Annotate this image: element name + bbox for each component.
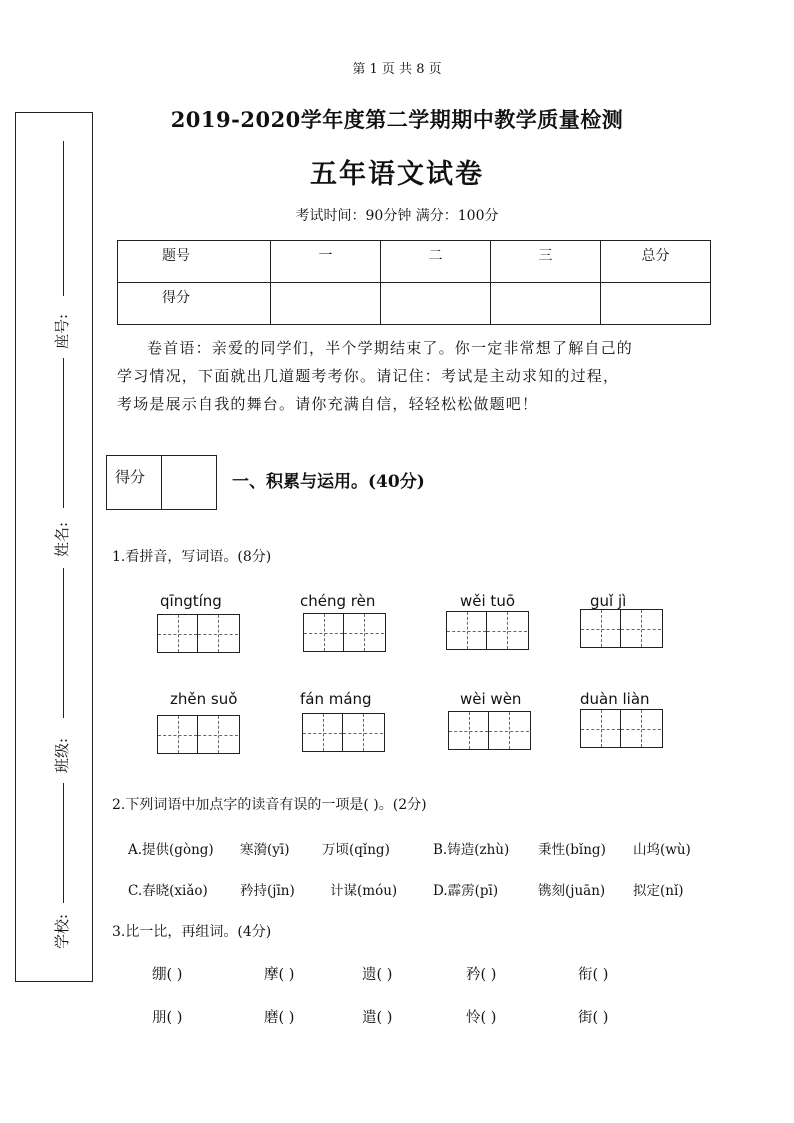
option-item: 秉性(bǐng) — [538, 842, 606, 858]
exam-subtitle: 2019-2020学年度第二学期期中教学质量检测 — [170, 107, 624, 132]
option-a: A.提供(gòng) — [128, 842, 214, 858]
exam-title: 五年语文试卷 — [310, 159, 484, 190]
option-item: 计谋(móu) — [330, 883, 398, 899]
writing-grid[interactable] — [302, 713, 385, 752]
writing-grid[interactable] — [448, 711, 531, 750]
pinyin-label: chéng rèn — [300, 592, 376, 610]
binding-margin — [15, 112, 93, 982]
compare-item: 朋( ) — [152, 1010, 183, 1026]
option-item: 镌刻(juān) — [538, 883, 606, 899]
compare-item: 遣( ) — [362, 1010, 393, 1026]
score-cell[interactable] — [601, 283, 711, 325]
score-table-header: 总分 — [601, 241, 711, 283]
score-table-header: 三 — [491, 241, 601, 283]
option-item: 矜持(jīn) — [240, 883, 295, 899]
preface-line: 学习情况，下面就出几道题考考你。请记住：考试是主动求知的过程， — [117, 367, 620, 385]
school-label: 学校: — [53, 913, 72, 950]
class-line — [63, 568, 64, 718]
preface — [117, 334, 707, 418]
option-item: 拟定(nǐ) — [633, 883, 684, 899]
compare-item: 绷( ) — [152, 967, 183, 983]
question-1: 1.看拼音，写词语。(8分) — [112, 549, 272, 565]
score-table-header: 一 — [271, 241, 381, 283]
name-line — [63, 358, 64, 508]
page-number: 第 1 页 共 8 页 — [352, 62, 442, 77]
writing-grid[interactable] — [303, 613, 386, 652]
compare-item: 磨( ) — [264, 1010, 295, 1026]
compare-item: 矜( ) — [466, 967, 497, 983]
compare-item: 衔( ) — [578, 967, 609, 983]
writing-grid[interactable] — [157, 614, 240, 653]
preface-line: 卷首语：亲爱的同学们，半个学期结束了。你一定非常想了解自己的 — [147, 339, 634, 357]
compare-item: 遗( ) — [362, 967, 393, 983]
writing-grid[interactable] — [580, 709, 663, 748]
question-2: 2.下列词语中加点字的读音有误的一项是( )。(2分) — [112, 797, 427, 813]
section-title: 一、积累与运用。(40分) — [232, 472, 425, 492]
pinyin-label: fán máng — [300, 690, 372, 708]
option-item: 万顷(qǐng) — [322, 842, 390, 858]
score-row-label: 得分 — [118, 283, 271, 325]
option-d: D.霹雳(pī) — [433, 883, 499, 899]
pinyin-label: qīngtíng — [160, 592, 222, 610]
class-label: 班级: — [53, 737, 72, 774]
compare-item: 街( ) — [578, 1010, 609, 1026]
score-table-row — [118, 283, 711, 325]
score-table-header: 二 — [381, 241, 491, 283]
pinyin-label: zhěn suǒ — [170, 690, 238, 708]
option-item: 山坞(wù) — [633, 842, 691, 858]
section-score-label: 得分 — [107, 456, 162, 509]
pinyin-label: wèi wèn — [460, 690, 522, 708]
writing-grid[interactable] — [157, 715, 240, 754]
writing-grid[interactable] — [580, 609, 663, 648]
score-table-header: 题号 — [118, 241, 271, 283]
writing-grid[interactable] — [446, 611, 529, 650]
compare-item: 怜( ) — [466, 1010, 497, 1026]
exam-info: 考试时间：90分钟 满分：100分 — [295, 208, 499, 224]
seat-line — [63, 141, 64, 296]
score-cell[interactable] — [271, 283, 381, 325]
seat-label: 座号: — [53, 313, 72, 350]
score-cell[interactable] — [381, 283, 491, 325]
score-table — [117, 240, 711, 325]
question-3: 3.比一比，再组词。(4分) — [112, 924, 272, 940]
school-line — [63, 783, 64, 903]
name-label: 姓名: — [53, 521, 72, 558]
pinyin-label: wěi tuō — [460, 592, 515, 610]
option-item: 寒漪(yī) — [240, 842, 290, 858]
option-b: B.铸造(zhù) — [433, 842, 510, 858]
compare-item: 摩( ) — [264, 967, 295, 983]
score-cell[interactable] — [491, 283, 601, 325]
pinyin-label: duàn liàn — [580, 690, 650, 708]
score-table-header-row — [118, 241, 711, 283]
section-score-box — [106, 455, 217, 510]
option-c: C.春晓(xiǎo) — [128, 883, 208, 899]
preface-line: 考场是展示自我的舞台。请你充满自信，轻轻松松做题吧！ — [117, 395, 539, 413]
pinyin-label: guǐ jì — [590, 592, 627, 610]
